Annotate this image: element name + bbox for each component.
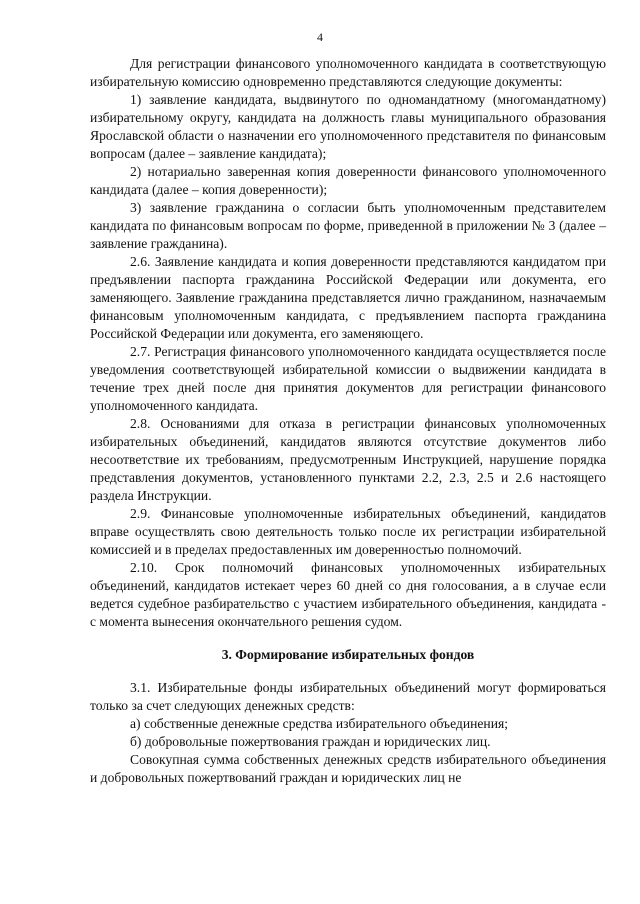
- paragraph-item-a: а) собственные денежные средства избирательного объединения;: [130, 716, 509, 731]
- page-body: [90, 55, 606, 787]
- paragraph-item-b: б) добровольные пожертвования граждан и юридических лиц.: [130, 734, 491, 749]
- paragraph-2-6: 2.6. Заявление кандидата и копия доверенности представляются кандидатом при предъявлении паспорта гражданина Российской Федерации или документа, его заменяющего. Заявление гражданина представляется лично гражданином, назначаемым финансовым уполномоченным кандидата, с предъявлением паспорта гражданина Российской Федерации или документа, его заменяющего.: [90, 254, 606, 341]
- paragraph-item-3: 3) заявление гражданина о согласии быть уполномоченным представителем кандидата по финансовым вопросам по форме, приведенной в приложении № 3 (далее – заявление гражданина).: [90, 200, 606, 251]
- page-number: 4: [317, 30, 323, 44]
- paragraph-registration-documents: Для регистрации финансового уполномоченного кандидата в соответствующую избирательную комиссию одновременно представляются следующие документы:: [90, 56, 606, 89]
- paragraph-item-1: 1) заявление кандидата, выдвинутого по одномандатному (многомандатному) избирательному округу, кандидата на должность главы муниципального образования Ярославской области о назначении его уполномоченного представителя по финансовым вопросам (далее – заявление кандидата);: [90, 92, 606, 161]
- paragraph-item-2: 2) нотариально заверенная копия доверенности финансового уполномоченного кандидата (далее – копия доверенности);: [90, 164, 606, 197]
- paragraph-2-10: 2.10. Срок полномочий финансовых уполномоченных избирательных объединений, кандидатов истекает через 60 дней со дня голосования, а в случае если ведется судебное разбирательство с участием избирательного объединения, кандидата - с момента вынесения окончательного решения судом.: [90, 560, 606, 629]
- paragraph-2-8: 2.8. Основаниями для отказа в регистрации финансовых уполномоченных избирательных объединений, кандидатов являются отсутствие документов либо несоответствие их требованиям, предусмотренным Инструкцией, нарушение порядка представления документов, установленного пунктами 2.2, 2.3, 2.5 и 2.6 настоящего раздела Инструкции.: [90, 416, 606, 503]
- paragraph-total-sum: Совокупная сумма собственных денежных средств избирательного объединения и добровольных пожертвований граждан и юридических лиц не: [90, 752, 606, 785]
- paragraph-2-7: 2.7. Регистрация финансового уполномоченного кандидата осуществляется после уведомления соответствующей избирательной комиссии о выдвижении кандидата в течение трех дней после дня принятия документов для регистрации финансового уполномоченного кандидата.: [90, 344, 606, 413]
- paragraph-2-9: 2.9. Финансовые уполномоченные избирательных объединений, кандидатов вправе осуществлять свою деятельность только после их регистрации избирательной комиссией и в пределах предоставленных им доверенностью полномочий.: [90, 506, 606, 557]
- paragraph-3-1: 3.1. Избирательные фонды избирательных объединений могут формироваться только за счет следующих денежных средств:: [90, 680, 606, 713]
- section-heading: 3. Формирование избирательных фондов: [221, 647, 475, 662]
